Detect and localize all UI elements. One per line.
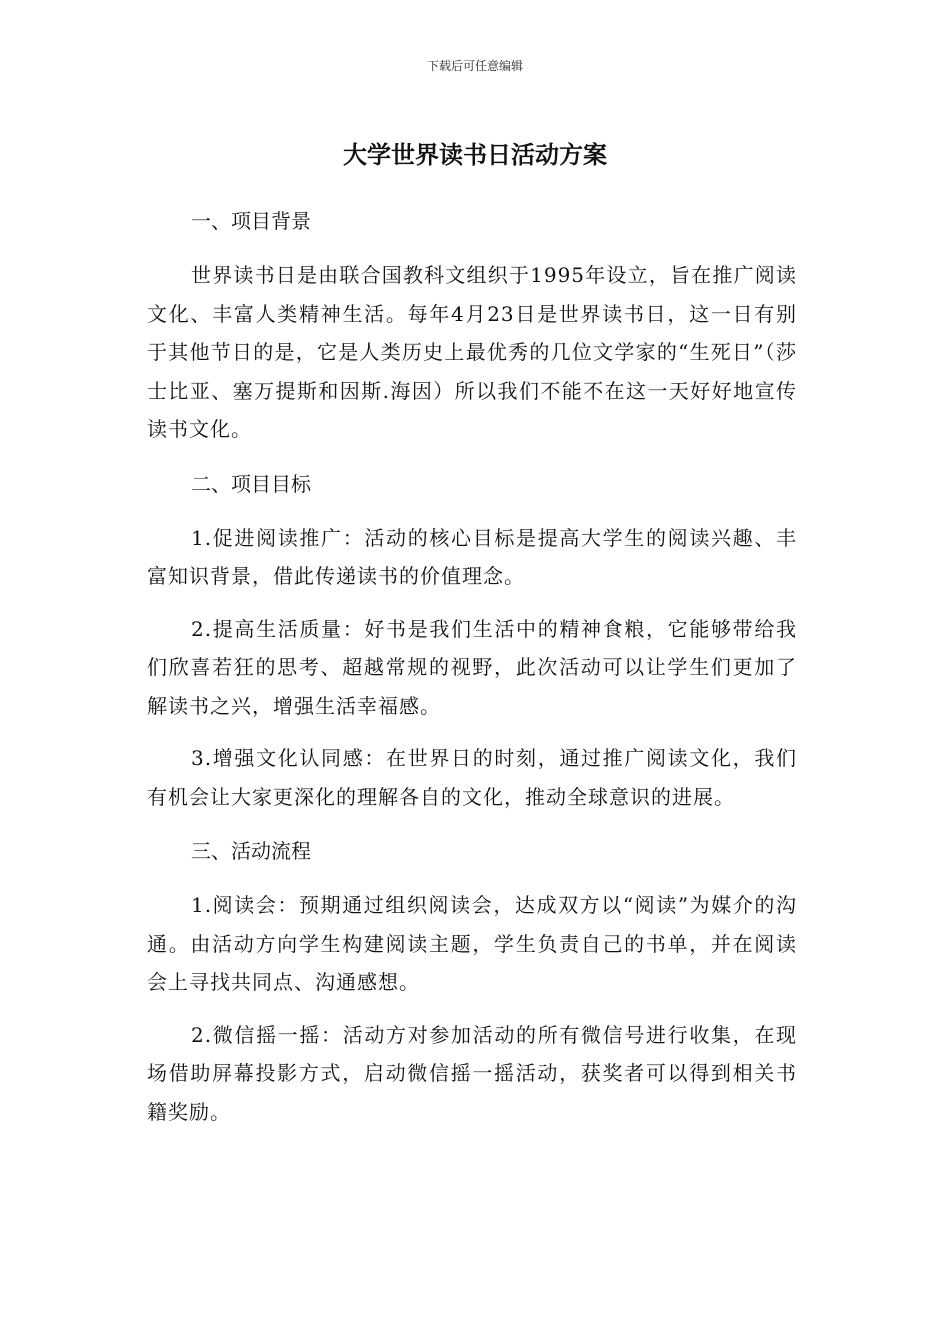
paragraph: 1.阅读会：预期通过组织阅读会，达成双方以“阅读”为媒介的沟通。由活动方向学生构建阅读主题，学生负责自己的书单，并在阅读会上寻找共同点、沟通感想。 — [147, 893, 797, 994]
paragraph: 世界读书日是由联合国教科文组织于1995年设立，旨在推广阅读文化、丰富人类精神生活。每年4月23日是世界读书日，这一日有别于其他节日的是，它是人类历史上最优秀的几位文学家的“生死日”（莎士比亚、塞万提斯和因斯.海因）所以我们不能不在这一天好好地宣传读书文化。 — [147, 263, 797, 441]
section-goals — [147, 463, 797, 817]
paragraph: 2.微信摇一摇：活动方对参加活动的所有微信号进行收集，在现场借助屏幕投影方式，启动微信摇一摇活动，获奖者可以得到相关书籍奖励。 — [147, 1022, 797, 1124]
section-heading: 三、活动流程 — [191, 839, 311, 863]
paragraph: 1.促进阅读推广：活动的核心目标是提高大学生的阅读兴趣、丰富知识背景，借此传递读书的价值理念。 — [147, 525, 797, 588]
section-heading: 一、项目背景 — [191, 209, 311, 233]
section-process — [147, 830, 797, 1131]
document-body — [147, 200, 797, 1145]
paragraph: 3.增强文化认同感：在世界日的时刻，通过推广阅读文化，我们有机会让大家更深化的理解各自的文化，推动全球意识的进展。 — [147, 746, 797, 809]
paragraph: 2.提高生活质量：好书是我们生活中的精神食粮，它能够带给我们欣喜若狂的思考、超越常规的视野，此次活动可以让学生们更加了解读书之兴，增强生活幸福感。 — [147, 616, 797, 718]
section-background — [147, 200, 797, 449]
document-title: 大学世界读书日活动方案 — [343, 141, 607, 169]
section-heading: 二、项目目标 — [191, 471, 311, 496]
header-note: 下载后可任意编辑 — [426, 59, 523, 73]
